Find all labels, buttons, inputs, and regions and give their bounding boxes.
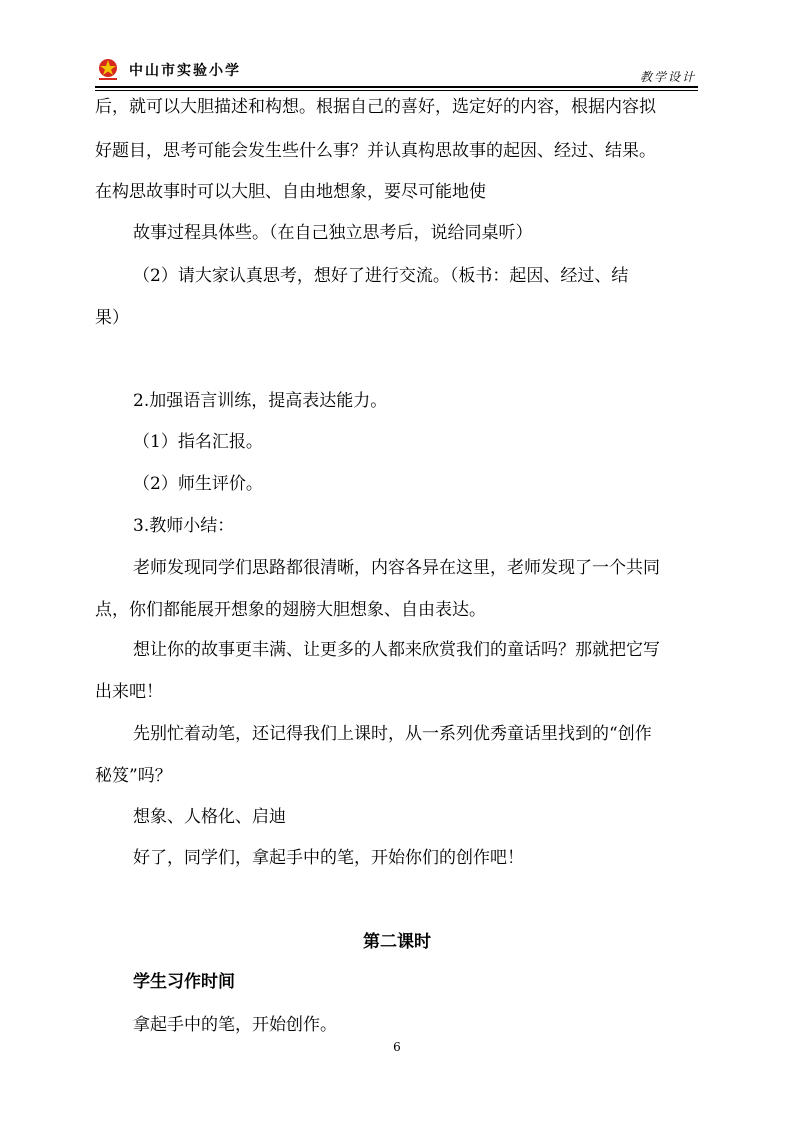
section-heading: 第二课时	[363, 932, 431, 952]
paragraph-line: 拿起手中的笔，开始创作。	[133, 1015, 337, 1035]
header-rule-thick	[95, 86, 698, 88]
paragraph-line: （2）师生评价。	[133, 474, 263, 494]
paragraph-line: 故事过程具体些。（在自己独立思考后，说给同桌听）	[133, 223, 533, 243]
paragraph-line: 出来吧！	[95, 682, 163, 702]
document-type-label: 教学设计	[639, 70, 696, 84]
header-rule-thin	[95, 90, 698, 91]
page-header	[95, 55, 698, 89]
paragraph-line: 想让你的故事更丰满、让更多的人都来欣赏我们的童话吗？那就把它写	[133, 640, 660, 660]
subheading: 学生习作时间	[133, 972, 235, 992]
paragraph-line: 好了，同学们，拿起手中的笔，开始你们的创作吧！	[133, 848, 524, 868]
paragraph-line: 老师发现同学们思路都很清晰，内容各异在这里，老师发现了一个共同	[133, 558, 660, 578]
paragraph-line: 果）	[95, 308, 129, 328]
page-number: 6	[393, 1040, 401, 1054]
paragraph-line: 点，你们都能展开想象的翅膀大胆想象、自由表达。	[95, 600, 486, 620]
paragraph-line: （2）请大家认真思考，想好了进行交流。（板书：起因、经过、结	[133, 266, 629, 286]
paragraph-line: 先别忙着动笔，还记得我们上课时，从一系列优秀童话里找到的“创作	[133, 724, 652, 744]
paragraph-line: 想象、人格化、启迪	[133, 807, 286, 827]
paragraph-line: 3.教师小结：	[133, 516, 235, 536]
paragraph-line: 秘笈”吗？	[95, 766, 172, 786]
paragraph-line: （1）指名汇报。	[133, 432, 263, 452]
paragraph-line: 后，就可以大胆描述和构想。根据自己的喜好，选定好的内容，根据内容拟	[95, 97, 656, 117]
paragraph-line: 好题目，思考可能会发生些什么事？并认真构思故事的起因、经过、结果。	[95, 141, 656, 161]
school-name: 中山市实验小学	[129, 63, 241, 79]
paragraph-line: 在构思故事时可以大胆、自由地想象，要尽可能地使	[95, 182, 486, 202]
paragraph-line: 2.加强语言训练，提高表达能力。	[133, 391, 388, 411]
school-logo-icon	[95, 57, 121, 83]
